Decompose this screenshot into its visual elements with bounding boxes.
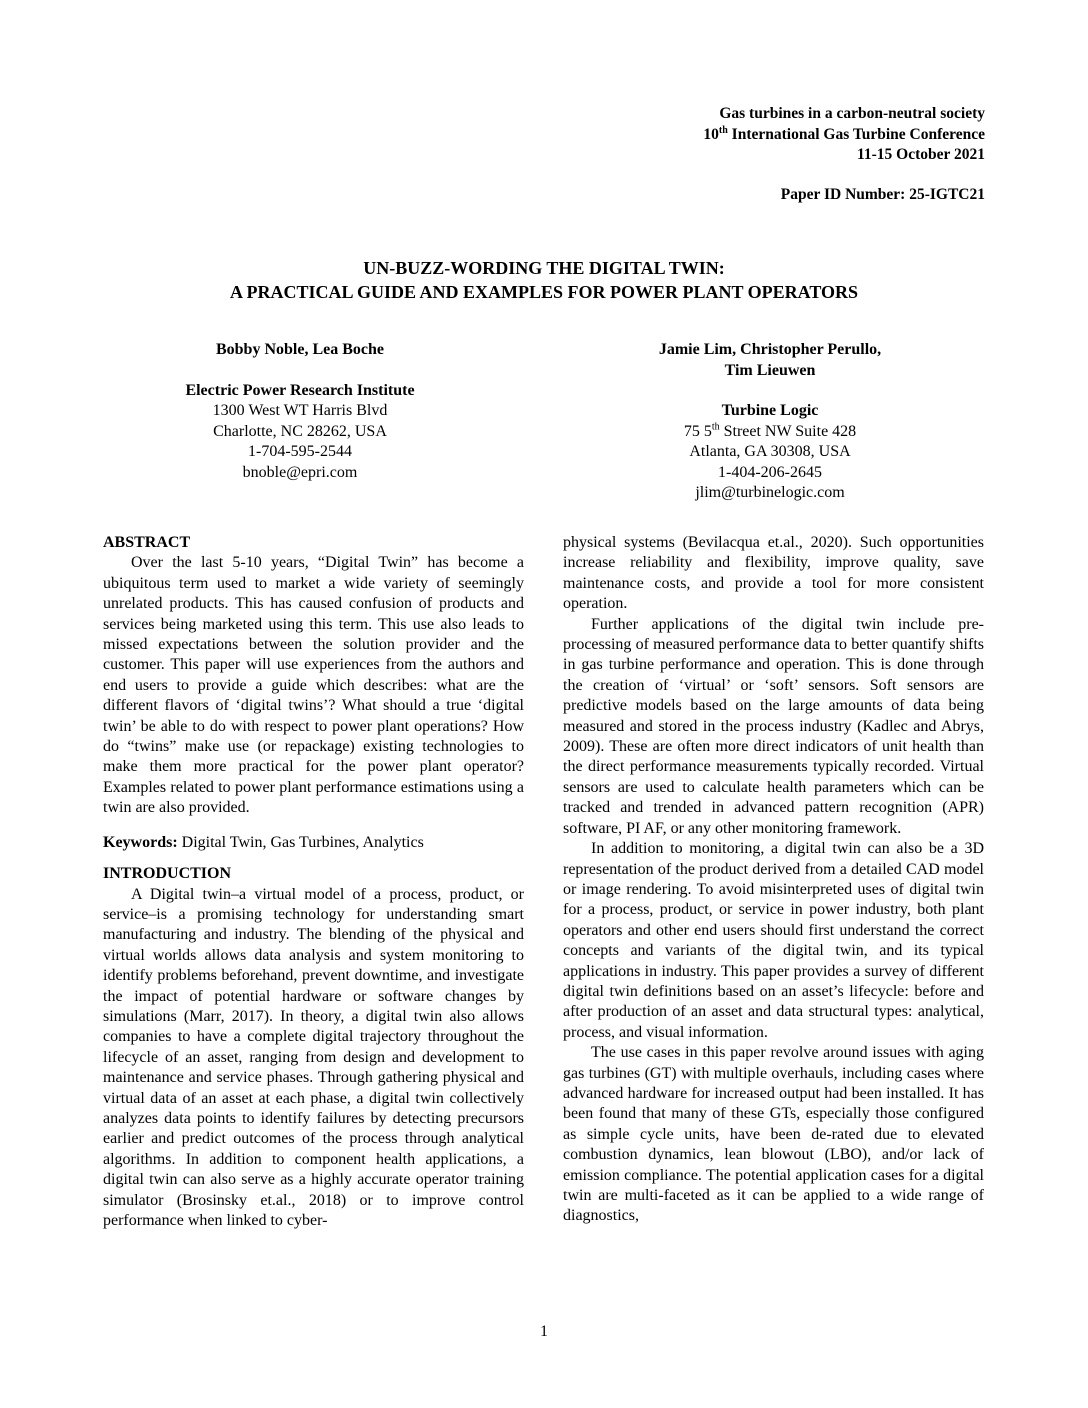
paragraph-use-cases: The use cases in this paper revolve around issues with aging gas turbines (GT) with multiple overhauls, including cases where advanced hardware for increased output had been installed. It has been found that many of these GTs, especially those configured as simple cycle units, have been de-rated due to elevated combustion dynamics, lean blowout (LBO), and/or lack of emission compliance. The potential application cases for a digital twin are multi-faceted as it can be applied to a wide range of diagnostics, bbox=[563, 1044, 984, 1225]
conference-number: 10 bbox=[703, 125, 719, 143]
left-column bbox=[103, 533, 524, 1231]
title-line-2: A PRACTICAL GUIDE AND EXAMPLES FOR POWER PLANT OPERATORS bbox=[229, 282, 859, 302]
paper-title bbox=[0, 256, 1088, 304]
conference-header bbox=[703, 104, 985, 166]
author-phone: 1-404-206-2645 bbox=[718, 463, 822, 481]
author-names: Bobby Noble, Lea Boche bbox=[215, 341, 384, 358]
introduction-paragraph-1: A Digital twin–a virtual model of a process, product, or service–is a promising technology for understanding smart manufacturing and industry. The blending of the physical and virtual worlds allows data analysis and system monitoring to identify problems beforehand, prevent downtime, and investigate the impact of potential hardware or software changes by simulations (Marr, 2017). In theory, a digital twin also allows companies to have a complete digital trajectory throughout the lifecycle of an asset, ranging from design and development to maintenance and service phases. Through gathering physical and virtual data of an asset at each phase, a digital twin collectively analyzes data points to identify failures by detecting precursors earlier and predict outcomes of the process through analytical algorithms. In addition to component health applications, a digital twin can also serve as a highly accurate operator training simulator (Brosinsky et.al., 2018) or to improve control performance when linked to cyber- bbox=[103, 885, 524, 1229]
introduction-heading: INTRODUCTION bbox=[103, 865, 232, 883]
author-names-line-1: Jamie Lim, Christopher Perullo, bbox=[658, 341, 882, 358]
keywords-text: Digital Twin, Gas Turbines, Analytics bbox=[177, 833, 424, 851]
paper-id: Paper ID Number: 25-IGTC21 bbox=[780, 186, 985, 203]
author-address-line-1: 1300 West WT Harris Blvd bbox=[212, 402, 388, 419]
conference-name bbox=[703, 125, 985, 146]
author-address-line-2: Charlotte, NC 28262, USA bbox=[213, 422, 387, 440]
conference-number-suffix: th bbox=[718, 124, 728, 136]
abstract-heading: ABSTRACT bbox=[103, 534, 191, 551]
conference-title: International Gas Turbine Conference bbox=[727, 125, 985, 143]
keywords bbox=[103, 833, 524, 853]
paragraph-3d-representation: In addition to monitoring, a digital twin can also be a 3D representation of the product derived from a detailed CAD model or image rendering. To avoid misinterpreted uses of digital twin for a process, product, or service in power industry, both plant operators and other end users should first understand the correct concepts and variants of the digital twin, and its typical applications in industry. This paper provides a survey of different digital twin definitions based on an asset’s lifecycle: before and after production of an asset and data structural types: analytical, process, and visual information. bbox=[563, 840, 984, 1041]
page-number: 1 bbox=[540, 1323, 548, 1340]
author-block-epri bbox=[140, 340, 460, 483]
author-address-line-2: Atlanta, GA 30308, USA bbox=[689, 443, 851, 460]
conference-theme: Gas turbines in a carbon-neutral society bbox=[719, 105, 985, 122]
author-affiliation: Electric Power Research Institute bbox=[185, 381, 415, 399]
abstract-text: Over the last 5-10 years, “Digital Twin” has become a ubiquitous term used to market a wide variety of seemingly unrelated products. This has caused confusion of products and services being marketed using this term. This use also leads to missed expectations between the solution provider and the customer. This paper will use experiences from the authors and end users to provide a guide which describes: what are the different flavors of ‘digital twins’? What should a true ‘digital twin’ be able to do with respect to power plant operations? How do “twins” make use (or repackage) existing technologies to make them more practical for the power plant operator? Examples related to power plant performance estimations using a twin are also provided. bbox=[103, 554, 524, 817]
author-names-line-2: Tim Lieuwen bbox=[724, 361, 816, 379]
paragraph-soft-sensors: Further applications of the digital twin include pre-processing of measured performance data to better quantify shifts in gas turbine performance and operation. This is done through the creation of ‘virtual’ or ‘soft’ sensors. Soft sensors are predictive models based on the large amounts of data being measured and stored in the process industry (Kadlec and Abrys, 2009). These are often more direct indicators of unit health than the direct performance measurements typically recorded. Virtual sensors are used to calculate health parameters which can be tracked and trended in advanced pattern recognition (APR) software, PI AF, or any other monitoring framework. bbox=[563, 615, 984, 837]
author-email: bnoble@epri.com bbox=[242, 463, 358, 481]
conference-dates: 11-15 October 2021 bbox=[856, 146, 985, 163]
author-block-turbine-logic bbox=[610, 340, 930, 504]
author-phone: 1-704-595-2544 bbox=[248, 443, 352, 460]
keywords-label: Keywords: bbox=[103, 833, 178, 851]
author-address-line-1: 75 5th Street NW Suite 428 bbox=[683, 421, 857, 440]
title-line-1: UN-BUZZ-WORDING THE DIGITAL TWIN: bbox=[363, 258, 725, 278]
author-email: jlim@turbinelogic.com bbox=[695, 484, 845, 501]
right-column bbox=[563, 533, 984, 1227]
author-affiliation: Turbine Logic bbox=[721, 402, 819, 419]
paragraph-continued: physical systems (Bevilacqua et.al., 2020). Such opportunities increase reliability and flexibility, improve quality, save maintenance costs, and provide a tool for more consistent operation. bbox=[563, 534, 984, 613]
